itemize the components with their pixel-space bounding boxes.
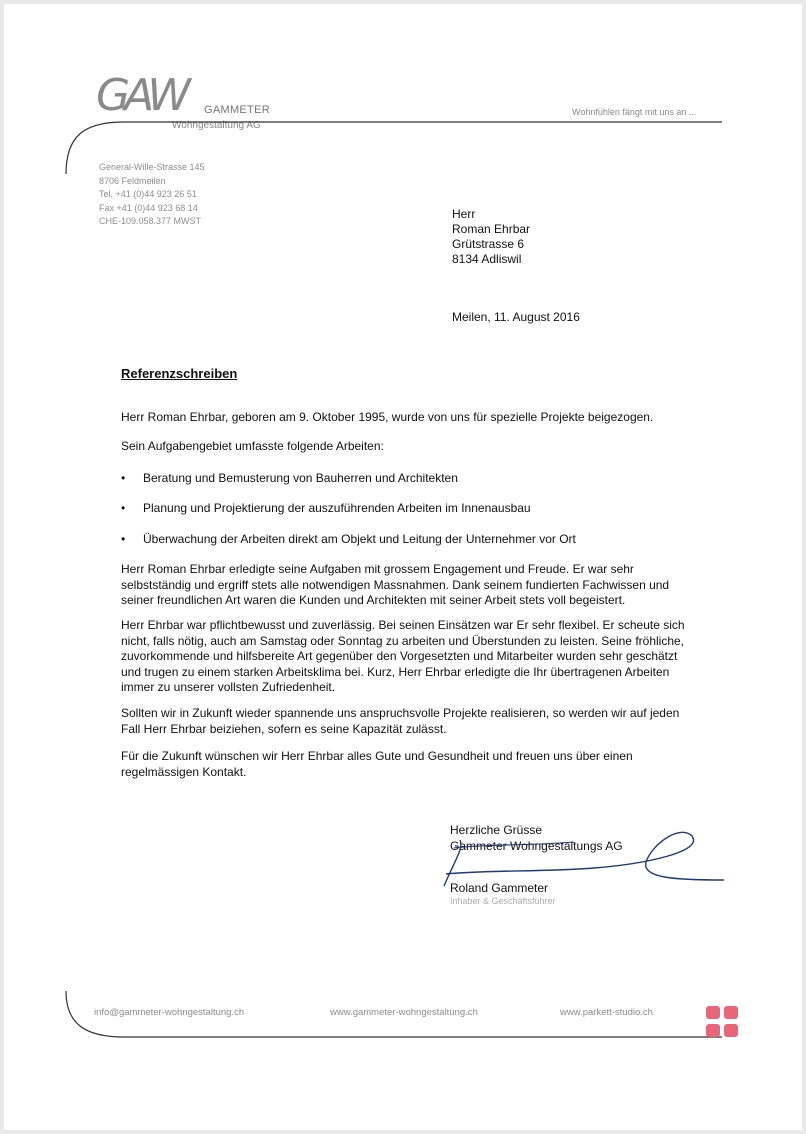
sender-vat: CHE-109.058.377 MWST bbox=[99, 216, 202, 226]
slogan: Wohnfühlen fängt mit uns an ... bbox=[572, 107, 697, 117]
sender-tel: Tel. +41 (0)44 923 26 51 bbox=[99, 189, 197, 199]
closing-company: Gammeter Wohngestaltungs AG bbox=[450, 839, 623, 853]
gaw-logo-icon bbox=[96, 72, 196, 116]
footer-email-link[interactable]: info@gammeter-wohngestaltung.ch bbox=[94, 1007, 245, 1018]
sender-city: 8706 Feldmeilen bbox=[99, 175, 166, 186]
recipient-city: 8134 Adliswil bbox=[452, 252, 522, 266]
sender-street: General-Wille-Strasse 145 bbox=[99, 162, 205, 172]
signer-title: Inhaber & Geschäftsführer bbox=[450, 896, 556, 906]
closing-greeting: Herzliche Grüsse bbox=[450, 823, 543, 837]
task-item: • Planung und Projektierung der auszuführenden Arbeiten im Innenausbau bbox=[121, 501, 531, 515]
bullet-icon: • bbox=[121, 501, 126, 515]
letter-page bbox=[4, 4, 802, 1130]
paragraph-4: Für die Zukunft wünschen wir Herr Ehrbar alles Gute und Gesundheit und freuen uns über einen regelmässigen Kontakt. bbox=[121, 749, 633, 779]
parkett-logo-icon bbox=[706, 1006, 740, 1040]
paragraph-3: Sollten wir in Zukunft wieder spannende uns anspruchsvolle Projekte realisieren, so werden wir auf jeden Fall Herr Ehrbar beiziehen, sofern es seine Kapazität zulässt. bbox=[121, 706, 680, 736]
footer-website-link[interactable]: www.gammeter-wohngestaltung.ch bbox=[330, 1007, 478, 1018]
paragraph-1: Herr Roman Ehrbar erledigte seine Aufgaben mit grossem Engagement und Freude. Er war sehr selbstständig und ergriff stets alle notwendigen Massnahmen. Dank seinem fundierten Fachwissen und seiner freundlichen Art waren die Kunden und Architekten mit seiner Arbeit stets voll begeistert. bbox=[121, 562, 670, 607]
company-name: GAMMETER bbox=[204, 104, 270, 116]
recipient-address bbox=[452, 207, 530, 267]
recipient-name: Roman Ehrbar bbox=[452, 222, 531, 236]
signer-name: Roland Gammeter bbox=[450, 881, 549, 895]
recipient-street: Grütstrasse 6 bbox=[452, 237, 525, 251]
sender-fax: Fax +41 (0)44 923 68 14 bbox=[99, 202, 198, 213]
company-subtitle: Wohngestaltung AG bbox=[172, 120, 261, 131]
paragraph-2: Herr Ehrbar war pflichtbewusst und zuverlässig. Bei seinen Einsätzen war Er sehr flexibel. Er scheute sich nicht, falls nötig, auch am Samstag oder Sonntag zu arbeiten und Überstunden zu leisten. Seine fröhliche, zuvorkommende und hilfsbereite Art gegenüber den Vorgesetzten und Mitarbeiter wurden sehr geschätzt und trugen zu einem starken Arbeitsklima bei. Kurz, Herr Ehrbar erledigte die Ihr übertragenen Arbeiten immer zu unserer vollsten Zufriedenheit. bbox=[121, 618, 685, 694]
bullet-icon: • bbox=[121, 471, 126, 485]
logo-text: GAW bbox=[96, 72, 185, 116]
footer-parkett-link[interactable]: www.parkett-studio.ch bbox=[560, 1007, 653, 1018]
tasks-intro: Sein Aufgabengebiet umfasste folgende Arbeiten: bbox=[121, 439, 384, 453]
recipient-salutation: Herr bbox=[452, 207, 476, 221]
task-item: • Überwachung der Arbeiten direkt am Objekt und Leitung der Unternehmer vor Ort bbox=[121, 532, 576, 546]
task-item: • Beratung und Bemusterung von Bauherren und Architekten bbox=[121, 471, 458, 485]
letter-date: Meilen, 11. August 2016 bbox=[452, 310, 580, 324]
sender-address bbox=[99, 161, 205, 229]
bullet-icon: • bbox=[121, 532, 126, 546]
intro-paragraph: Herr Roman Ehrbar, geboren am 9. Oktober 1995, wurde von uns für spezielle Projekte beigezogen. bbox=[121, 410, 654, 424]
letter-subject: Referenzschreiben bbox=[121, 366, 238, 381]
